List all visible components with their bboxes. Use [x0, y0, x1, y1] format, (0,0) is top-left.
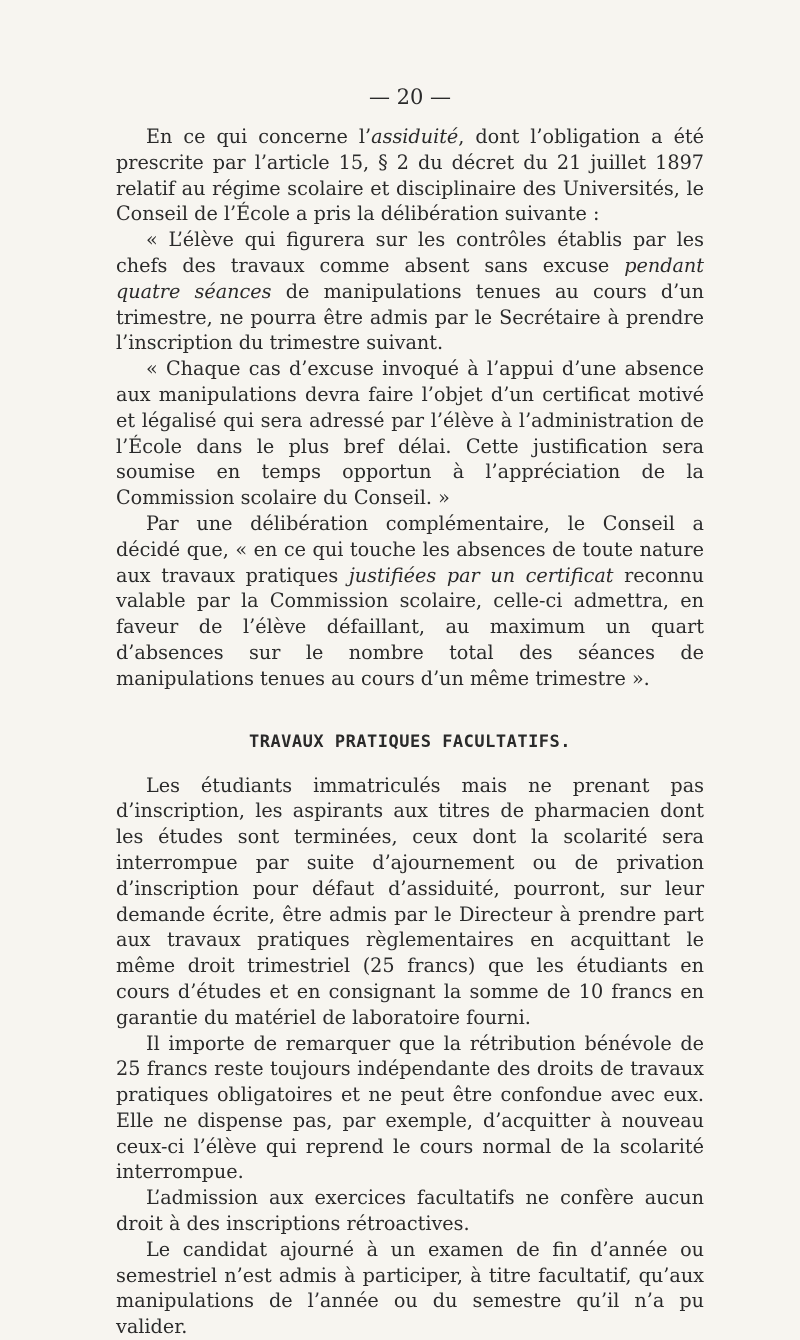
paragraph-no-retroactive: L’admission aux exercices facultatifs ne confère aucun droit à des inscriptions rétroactives. [116, 1186, 704, 1236]
section-assiduite [116, 124, 704, 692]
page-number: — 20 — [368, 85, 452, 109]
emphasis-certificat: justifiées par un certificat [348, 563, 614, 587]
paragraph-deliberation: Par une délibération complémentaire, le Conseil a décidé que, « en ce qui touche les absences de toute nature aux travaux pratiques justifiées par un certificat reconnu valable par la Commission scolaire, celle-ci admettra, en faveur de l’élève défaillant, au maximum un quart d’absences sur le nombre total des séances de manipulations tenues au cours d’un même trimestre ». [116, 511, 705, 690]
paragraph-admission-conditions: Les étudiants immatriculés mais ne prenant pas d’inscription, les aspirants aux titres de pharmacien dont les études sont terminées, ceux dont la scolarité sera interrompue par suite d’ajournement ou de privation d’inscription pour défaut d’assiduité, pourront, sur leur demande écrite, être admis par le Directeur à prendre part aux travaux pratiques règlementaires en acquittant le même droit trimestriel (25 francs) que les étudiants en cours d’études et en consignant la somme de 10 francs en garantie du matériel de laboratoire fourni. [116, 773, 704, 1029]
paragraph-excuse-rule: « Chaque cas d’excuse invoqué à l’appui d’une absence aux manipulations devra faire l’objet d’un certificat motivé et légalisé qui sera adressé par l’élève à l’administration de l’École dans le plus bref délai. Cette justification sera soumise en temps opportun à l’appréciation de la Commission scolaire du Conseil. » [116, 357, 704, 510]
paragraph-retribution: Il importe de remarquer que la rétribution bénévole de 25 francs reste toujours indépendante des droits de travaux pratiques obligatoires et ne peut être confondue avec eux. Elle ne dispense pas, par exemple, d’acquitter à nouveau ceux-ci l’élève qui reprend le cours normal de la scolarité interrompue. [116, 1031, 704, 1184]
paragraph-candidat-ajourne: Le candidat ajourné à un examen de fin d’année ou semestriel n’est admis à participer, à titre facultatif, qu’aux manipulations de l’année ou du semestre qu’il n’a pu valider. [116, 1237, 704, 1339]
paragraph-assiduite-intro: En ce qui concerne l’assiduité, dont l’obligation a été prescrite par l’article 15, § 2 du décret du 21 juillet 1897 relatif au régime scolaire et disciplinaire des Universités, le Conseil de l’École a pris la délibération suivante : [116, 125, 704, 226]
section-travaux-facultatifs [116, 773, 704, 1340]
paragraph-absence-rule: « L’élève qui figurera sur les contrôles établis par les chefs des travaux comme absent sans excuse pendant quatre séances de manipulations tenues au cours d’un trimestre, ne pourra être admis par le Secrétaire à prendre l’inscription du trimestre suivant. [116, 228, 704, 355]
emphasis-quatre-seances: pendant quatre séances [116, 253, 704, 303]
section-heading: TRAVAUX PRATIQUES FACULTATIFS. [248, 731, 572, 752]
emphasis-assiduite: assiduité [371, 125, 459, 148]
